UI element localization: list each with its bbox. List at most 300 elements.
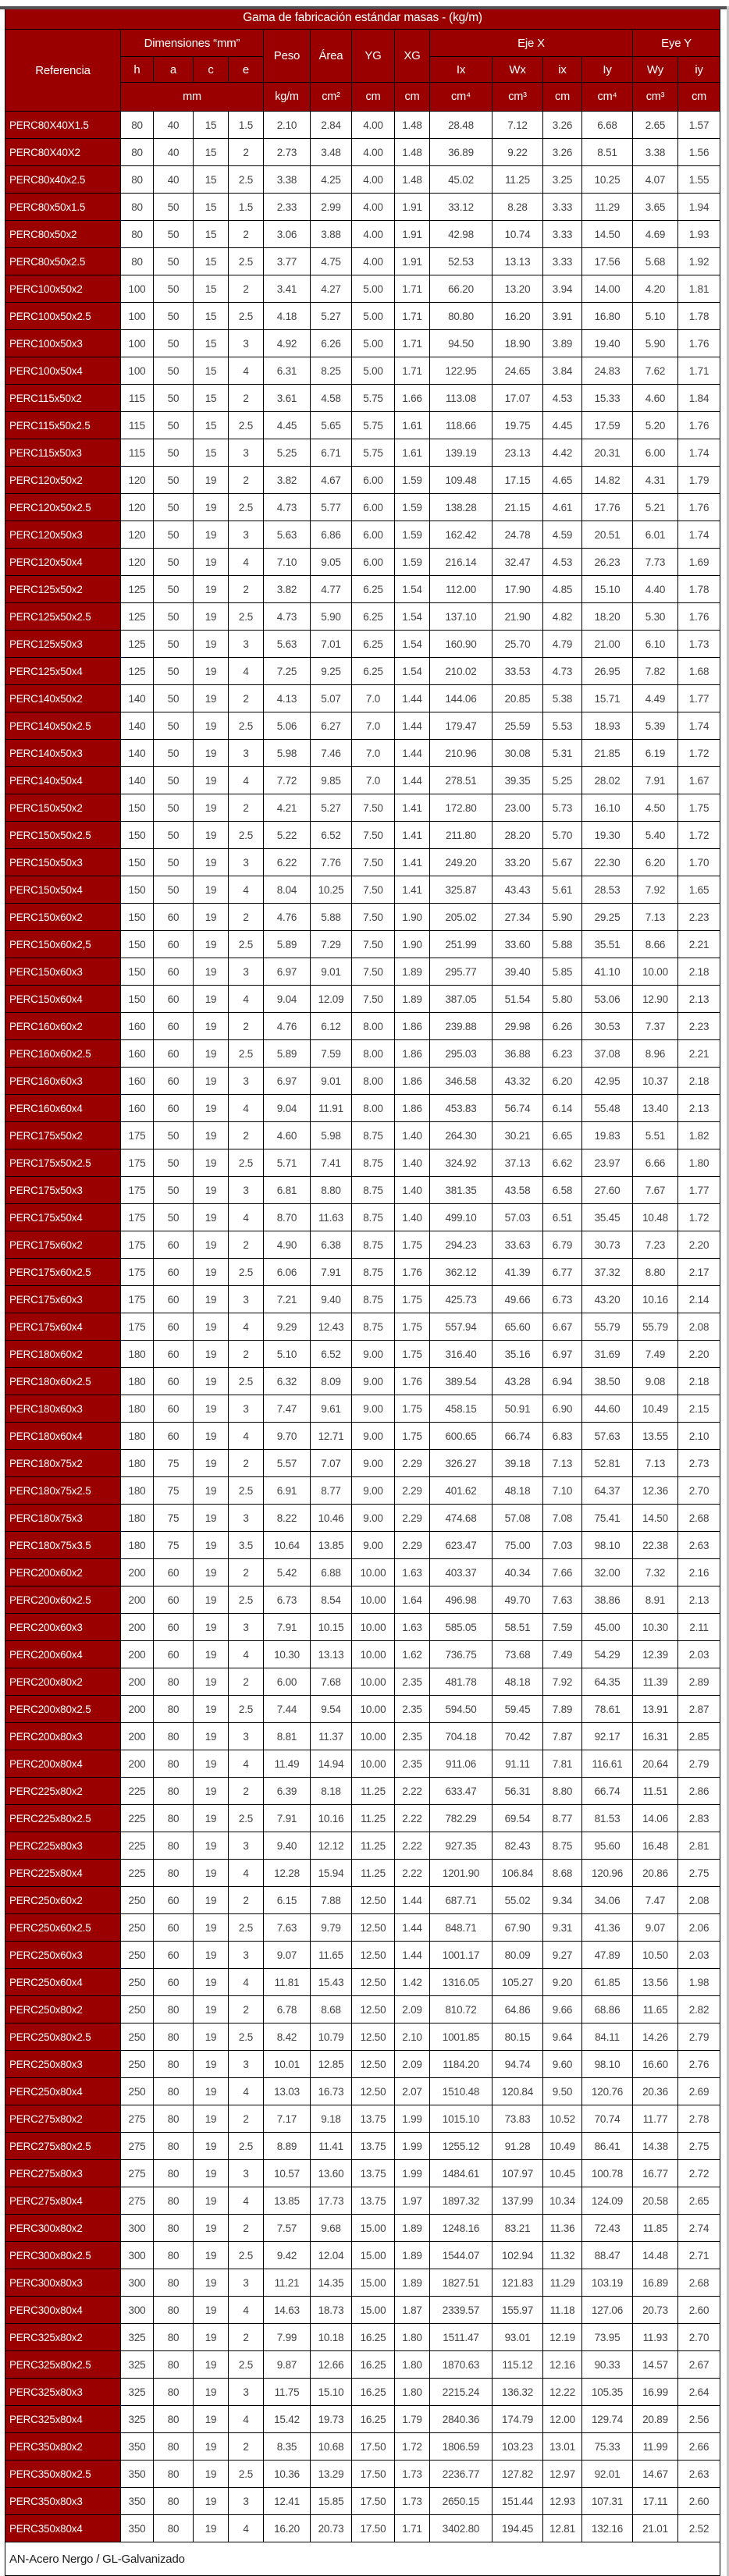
cell: 125 [121, 603, 154, 631]
cell: 200 [121, 1723, 154, 1750]
row-reference: PERC200x80x2.5 [5, 1696, 121, 1723]
table-row [5, 2433, 720, 2461]
cell: 687.71 [430, 1887, 493, 1914]
cell: 35.16 [493, 1341, 543, 1368]
cell: 60 [154, 1259, 194, 1286]
cell: 2.5 [229, 1586, 264, 1614]
cell: 2.83 [678, 1805, 720, 1832]
cell: 180 [121, 1532, 154, 1559]
cell: 12.04 [311, 2242, 352, 2269]
cell: 175 [121, 1122, 154, 1149]
cell: 300 [121, 2269, 154, 2297]
cell: 10.50 [633, 1942, 678, 1969]
cell: 10.00 [352, 1559, 395, 1586]
table-row [5, 2324, 720, 2351]
cell: 50 [154, 275, 194, 303]
cell: 1.71 [678, 357, 720, 385]
cell: 5.00 [352, 303, 395, 330]
cell: 250 [121, 2078, 154, 2105]
cell: 1544.07 [430, 2242, 493, 2269]
row-reference: PERC150x60x2 [5, 904, 121, 931]
row-reference: PERC250x60x2 [5, 1887, 121, 1914]
table-row [5, 631, 720, 658]
cell: 12.36 [633, 1477, 678, 1505]
row-reference: PERC180x75x3 [5, 1505, 121, 1532]
cell: 3 [229, 2269, 264, 2297]
cell: 19 [194, 1914, 229, 1942]
cell: 175 [121, 1313, 154, 1341]
cell: 4 [229, 1095, 264, 1122]
cell: 19 [194, 2023, 229, 2051]
cell: 17.73 [311, 2187, 352, 2215]
cell: 50 [154, 412, 194, 439]
cell: 6.97 [543, 1341, 582, 1368]
cell: 3.94 [543, 275, 582, 303]
cell: 3 [229, 1942, 264, 1969]
cell: 8.68 [311, 1996, 352, 2023]
row-reference: PERC80X40X2 [5, 139, 121, 166]
cell: 60 [154, 1341, 194, 1368]
cell: 5.39 [633, 712, 678, 740]
cell: 2 [229, 1778, 264, 1805]
cell: 26.23 [582, 549, 633, 576]
cell: 40 [154, 112, 194, 139]
cell: 6.97 [264, 958, 311, 986]
cell: 64.37 [582, 1477, 633, 1505]
cell: 3 [229, 2488, 264, 2515]
cell: 9.50 [543, 2078, 582, 2105]
cell: 18.93 [582, 712, 633, 740]
cell: 175 [121, 1231, 154, 1259]
cell: 3.91 [543, 303, 582, 330]
row-reference: PERC160x60x4 [5, 1095, 121, 1122]
cell: 6.26 [311, 330, 352, 357]
cell: 35.45 [582, 1204, 633, 1231]
cell: 16.25 [352, 2324, 395, 2351]
cell: 72.43 [582, 2215, 633, 2242]
cell: 70.42 [493, 1723, 543, 1750]
cell: 6.01 [633, 521, 678, 549]
cell: 4.73 [264, 494, 311, 521]
cell: 1.44 [395, 1942, 430, 1969]
cell: 7.03 [543, 1532, 582, 1559]
cell: 60 [154, 931, 194, 958]
cell: 180 [121, 1505, 154, 1532]
cell: 6.94 [543, 1368, 582, 1395]
cell: 40.34 [493, 1559, 543, 1586]
cell: 180 [121, 1477, 154, 1505]
cell: 120 [121, 549, 154, 576]
cell: 37.08 [582, 1040, 633, 1068]
cell: 75 [154, 1505, 194, 1532]
cell: 19 [194, 876, 229, 904]
cell: 8.75 [352, 1149, 395, 1177]
cell: 49.66 [493, 1286, 543, 1313]
cell: 60 [154, 1887, 194, 1914]
cell: 5.51 [633, 1122, 678, 1149]
cell: 80 [121, 194, 154, 221]
cell: 69.54 [493, 1805, 543, 1832]
row-reference: PERC120x50x2.5 [5, 494, 121, 521]
cell: 2.35 [395, 1668, 430, 1696]
cell: 2.52 [678, 2515, 720, 2542]
cell: 2.63 [678, 1532, 720, 1559]
cell: 23.13 [493, 439, 543, 467]
row-reference: PERC125x50x4 [5, 658, 121, 685]
cell: 2.76 [678, 2051, 720, 2078]
cell: 1.44 [395, 712, 430, 740]
cell: 1.5 [229, 112, 264, 139]
cell: 2 [229, 576, 264, 603]
cell: 8.35 [264, 2433, 311, 2461]
cell: 137.99 [493, 2187, 543, 2215]
cell: 4 [229, 2406, 264, 2433]
cell: 1.74 [678, 439, 720, 467]
cell: 6.52 [311, 822, 352, 849]
cell: 1.76 [678, 494, 720, 521]
cell: 60 [154, 1286, 194, 1313]
cell: 4.21 [264, 794, 311, 822]
cell: 11.81 [264, 1969, 311, 1996]
table-row [5, 1122, 720, 1149]
table-title: Gama de fabricación estándar masas - (kg/m) [5, 7, 720, 30]
cell: 12.09 [311, 986, 352, 1013]
cell: 60 [154, 1040, 194, 1068]
cell: 36.89 [430, 139, 493, 166]
cell: 251.99 [430, 931, 493, 958]
cell: 10.00 [352, 1668, 395, 1696]
row-reference: PERC200x60x2 [5, 1559, 121, 1586]
cell: 132.16 [582, 2515, 633, 2542]
cell: 19 [194, 1122, 229, 1149]
unit-ix-inertia: cm⁴ [430, 83, 493, 112]
cell: 1.75 [678, 794, 720, 822]
table-row [5, 1723, 720, 1750]
table-row [5, 1040, 720, 1068]
cell: 7.41 [311, 1149, 352, 1177]
cell: 140 [121, 740, 154, 767]
cell: 19 [194, 1696, 229, 1723]
cell: 2.5 [229, 1040, 264, 1068]
cell: 2.66 [678, 2433, 720, 2461]
cell: 12.22 [543, 2379, 582, 2406]
cell: 120 [121, 467, 154, 494]
cell: 21.15 [493, 494, 543, 521]
cell: 80 [154, 2406, 194, 2433]
cell: 2.10 [678, 1423, 720, 1450]
cell: 2.13 [678, 986, 720, 1013]
cell: 19 [194, 2187, 229, 2215]
cell: 6.68 [582, 112, 633, 139]
cell: 6.27 [311, 712, 352, 740]
cell: 10.18 [311, 2324, 352, 2351]
cell: 4.00 [352, 166, 395, 194]
cell: 499.10 [430, 1204, 493, 1231]
cell: 10.34 [543, 2187, 582, 2215]
cell: 12.85 [311, 2051, 352, 2078]
cell: 2.5 [229, 822, 264, 849]
cell: 80 [154, 2133, 194, 2160]
cell: 80 [154, 1996, 194, 2023]
cell: 2.75 [678, 2133, 720, 2160]
cell: 2 [229, 2215, 264, 2242]
cell: 7.17 [264, 2105, 311, 2133]
row-reference: PERC250x60x2.5 [5, 1914, 121, 1942]
table-row [5, 1368, 720, 1395]
cell: 2.18 [678, 1368, 720, 1395]
cell: 7.91 [311, 1259, 352, 1286]
cell: 16.99 [633, 2379, 678, 2406]
cell: 7.91 [264, 1805, 311, 1832]
cell: 19 [194, 986, 229, 1013]
cell: 8.80 [311, 1177, 352, 1204]
cell: 4.00 [352, 194, 395, 221]
cell: 4.79 [543, 631, 582, 658]
cell: 25.59 [493, 712, 543, 740]
cell: 350 [121, 2461, 154, 2488]
cell: 10.45 [543, 2160, 582, 2187]
cell: 8.00 [352, 1068, 395, 1095]
table-row [5, 958, 720, 986]
cell: 2 [229, 1341, 264, 1368]
cell: 115.12 [493, 2351, 543, 2379]
cell: 19 [194, 1778, 229, 1805]
cell: 10.74 [493, 221, 543, 248]
cell: 3 [229, 631, 264, 658]
cell: 12.66 [311, 2351, 352, 2379]
cell: 7.10 [543, 1477, 582, 1505]
cell: 20.73 [633, 2297, 678, 2324]
cell: 4 [229, 1860, 264, 1887]
cell: 73.83 [493, 2105, 543, 2133]
cell: 225 [121, 1860, 154, 1887]
cell: 14.00 [582, 275, 633, 303]
cell: 6.10 [633, 631, 678, 658]
cell: 10.68 [311, 2433, 352, 2461]
row-reference: PERC150x50x4 [5, 876, 121, 904]
cell: 129.74 [582, 2406, 633, 2433]
cell: 15.00 [352, 2215, 395, 2242]
row-reference: PERC80x50x1.5 [5, 194, 121, 221]
cell: 6.73 [543, 1286, 582, 1313]
cell: 1.74 [678, 712, 720, 740]
cell: 200 [121, 1668, 154, 1696]
cell: 810.72 [430, 1996, 493, 2023]
cell: 50 [154, 221, 194, 248]
cell: 27.34 [493, 904, 543, 931]
cell: 66.74 [582, 1778, 633, 1805]
cell: 19 [194, 2297, 229, 2324]
cell: 2.5 [229, 712, 264, 740]
cell: 3 [229, 2379, 264, 2406]
table-row [5, 1532, 720, 1559]
unit-wx: cm³ [493, 83, 543, 112]
cell: 6.88 [311, 1559, 352, 1586]
cell: 1.89 [395, 2215, 430, 2242]
cell: 17.90 [493, 576, 543, 603]
cell: 2 [229, 1668, 264, 1696]
row-reference: PERC275x80x2 [5, 2105, 121, 2133]
cell: 6.00 [264, 1668, 311, 1696]
cell: 250 [121, 1942, 154, 1969]
cell: 1.64 [395, 1586, 430, 1614]
cell: 1.76 [395, 1259, 430, 1286]
cell: 401.62 [430, 1477, 493, 1505]
cell: 2.79 [678, 2023, 720, 2051]
spec-table [5, 6, 720, 2576]
cell: 4.45 [264, 412, 311, 439]
cell: 7.88 [311, 1887, 352, 1914]
cell: 3402.80 [430, 2515, 493, 2542]
cell: 9.70 [264, 1423, 311, 1450]
cell: 7.50 [352, 931, 395, 958]
cell: 17.56 [582, 248, 633, 275]
col-header-yg: YG [352, 30, 395, 83]
cell: 61.85 [582, 1969, 633, 1996]
cell: 19 [194, 521, 229, 549]
cell: 5.98 [311, 1122, 352, 1149]
cell: 13.60 [311, 2160, 352, 2187]
row-reference: PERC250x60x3 [5, 1942, 121, 1969]
cell: 3 [229, 849, 264, 876]
cell: 82.43 [493, 1832, 543, 1860]
cell: 8.25 [311, 357, 352, 385]
cell: 5.00 [352, 357, 395, 385]
cell: 4 [229, 767, 264, 794]
table-row [5, 849, 720, 876]
cell: 120.84 [493, 2078, 543, 2105]
cell: 3.38 [264, 166, 311, 194]
cell: 5.75 [352, 412, 395, 439]
table-row [5, 1969, 720, 1996]
cell: 2 [229, 467, 264, 494]
cell: 65.60 [493, 1313, 543, 1341]
cell: 19 [194, 549, 229, 576]
row-reference: PERC80x50x2 [5, 221, 121, 248]
cell: 19 [194, 2351, 229, 2379]
row-reference: PERC350x80x3 [5, 2488, 121, 2515]
cell: 91.28 [493, 2133, 543, 2160]
row-reference: PERC140x50x3 [5, 740, 121, 767]
cell: 381.35 [430, 1177, 493, 1204]
cell: 8.00 [352, 1040, 395, 1068]
cell: 11.65 [633, 1996, 678, 2023]
cell: 8.28 [493, 194, 543, 221]
table-row [5, 112, 720, 139]
row-reference: PERC150x60x2,5 [5, 931, 121, 958]
cell: 19 [194, 767, 229, 794]
table-row [5, 549, 720, 576]
cell: 7.68 [311, 1668, 352, 1696]
cell: 1.73 [678, 631, 720, 658]
cell: 2.03 [678, 1641, 720, 1668]
row-reference: PERC200x60x2.5 [5, 1586, 121, 1614]
cell: 2650.15 [430, 2488, 493, 2515]
cell: 50.91 [493, 1395, 543, 1423]
cell: 2.73 [264, 139, 311, 166]
cell: 19 [194, 1505, 229, 1532]
cell: 52.53 [430, 248, 493, 275]
cell: 19 [194, 1341, 229, 1368]
cell: 3.82 [264, 576, 311, 603]
cell: 33.53 [493, 658, 543, 685]
cell: 2 [229, 385, 264, 412]
cell: 19 [194, 1887, 229, 1914]
cell: 45.00 [582, 1614, 633, 1641]
cell: 2.23 [678, 904, 720, 931]
cell: 41.10 [582, 958, 633, 986]
cell: 7.0 [352, 712, 395, 740]
cell: 60 [154, 1231, 194, 1259]
table-row [5, 904, 720, 931]
cell: 6.31 [264, 357, 311, 385]
cell: 7.07 [311, 1450, 352, 1477]
cell: 7.81 [543, 1750, 582, 1778]
cell: 2.89 [678, 1668, 720, 1696]
table-row [5, 2160, 720, 2187]
cell: 42.95 [582, 1068, 633, 1095]
table-row [5, 1614, 720, 1641]
cell: 1.89 [395, 986, 430, 1013]
cell: 5.27 [311, 794, 352, 822]
cell: 10.25 [311, 876, 352, 904]
cell: 2.09 [395, 1996, 430, 2023]
cell: 10.00 [352, 1586, 395, 1614]
cell: 4.65 [543, 467, 582, 494]
cell: 115 [121, 439, 154, 467]
cell: 6.97 [264, 1068, 311, 1095]
cell: 5.70 [543, 822, 582, 849]
cell: 4.00 [352, 221, 395, 248]
cell: 8.77 [543, 1805, 582, 1832]
cell: 1.99 [395, 2160, 430, 2187]
cell: 3.33 [543, 248, 582, 275]
table-row [5, 794, 720, 822]
cell: 10.30 [264, 1641, 311, 1668]
cell: 80 [154, 2269, 194, 2297]
cell: 15.00 [352, 2269, 395, 2297]
cell: 100 [121, 330, 154, 357]
cell: 11.18 [543, 2297, 582, 2324]
cell: 8.96 [633, 1040, 678, 1068]
cell: 19 [194, 2105, 229, 2133]
cell: 80 [121, 166, 154, 194]
cell: 11.25 [352, 1860, 395, 1887]
row-reference: PERC325x80x3 [5, 2379, 121, 2406]
cell: 160 [121, 1095, 154, 1122]
cell: 80.09 [493, 1942, 543, 1969]
cell: 3.33 [543, 221, 582, 248]
cell: 1.56 [678, 139, 720, 166]
cell: 300 [121, 2242, 154, 2269]
cell: 1.71 [395, 357, 430, 385]
cell: 2.5 [229, 1149, 264, 1177]
cell: 9.18 [311, 2105, 352, 2133]
cell: 49.70 [493, 1586, 543, 1614]
cell: 7.44 [264, 1696, 311, 1723]
cell: 200 [121, 1750, 154, 1778]
cell: 12.50 [352, 1996, 395, 2023]
cell: 6.22 [264, 849, 311, 876]
cell: 19 [194, 1149, 229, 1177]
cell: 2.29 [395, 1477, 430, 1505]
cell: 4 [229, 2078, 264, 2105]
cell: 6.00 [633, 439, 678, 467]
cell: 1.54 [395, 576, 430, 603]
cell: 4 [229, 1641, 264, 1668]
cell: 3 [229, 330, 264, 357]
cell: 2.5 [229, 1368, 264, 1395]
